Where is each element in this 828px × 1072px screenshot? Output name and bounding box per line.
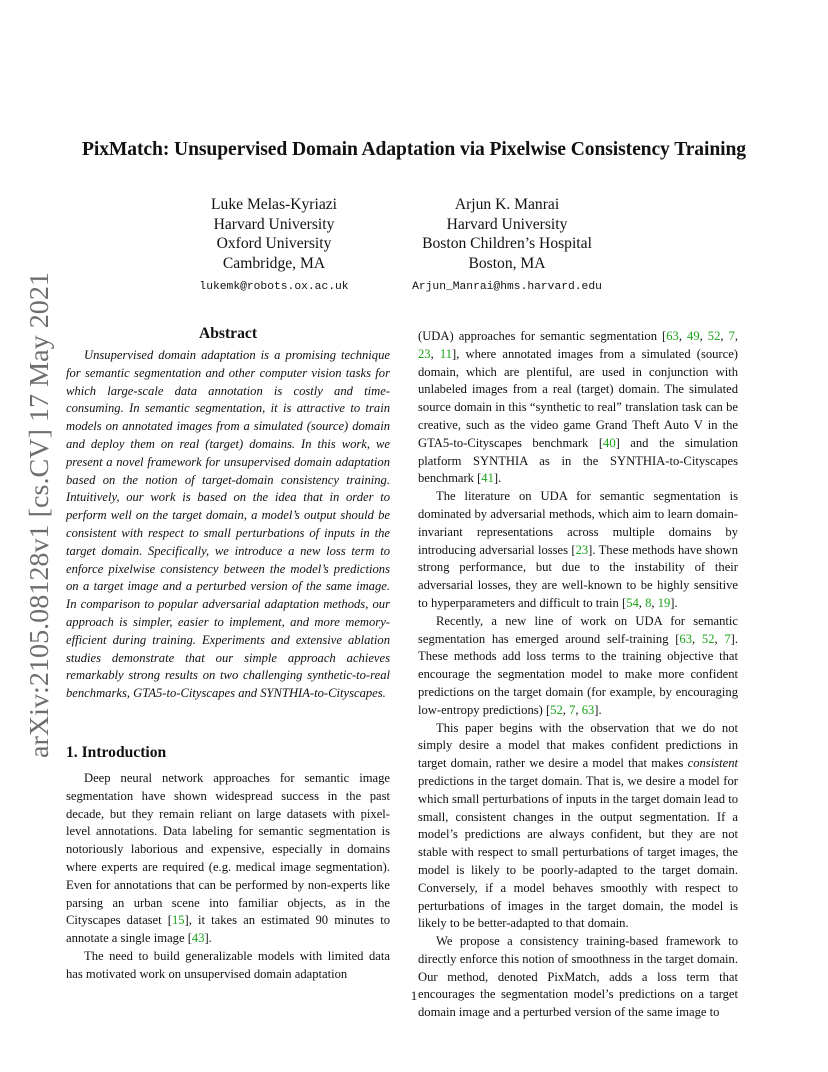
section-heading-introduction: 1. Introduction	[66, 744, 167, 761]
citation-link[interactable]: 15	[171, 913, 185, 928]
abstract-heading: Abstract	[198, 325, 258, 342]
citation-link[interactable]: 41	[481, 471, 494, 486]
author-block-2	[400, 195, 614, 297]
citation-link[interactable]: 7	[569, 702, 576, 717]
paragraph	[418, 720, 738, 934]
emphasis-text: consistent	[687, 756, 738, 771]
introduction-left-column	[66, 770, 390, 984]
text-run: ,	[714, 631, 725, 646]
text-run: ,	[678, 329, 688, 343]
citation-link[interactable]: 63	[666, 329, 679, 343]
text-run: ].	[670, 595, 678, 610]
text-run: Recently, a new line of work on UDA for semantic segmentation has emerged around self-training [	[418, 613, 738, 646]
author-affiliation: Boston, MA	[468, 254, 546, 272]
text-run: ].	[204, 931, 212, 946]
paragraph	[418, 613, 738, 720]
citation-link[interactable]: 23	[575, 542, 589, 557]
citation-link[interactable]: 7	[728, 329, 735, 343]
author-affiliation: Cambridge, MA	[222, 254, 326, 272]
citation-link[interactable]: 52	[701, 631, 715, 646]
text-run: ]. These methods add loss terms to the training objective that encourage the segmentation model to make more confident predictions on the target domain (for example, by encouraging low-entropy predictions) [	[418, 631, 738, 717]
author-affiliation: Boston Children’s Hospital	[422, 235, 592, 253]
paper-title: PixMatch: Unsupervised Domain Adaptation via Pixelwise Consistency Training	[82, 139, 746, 160]
citation-link[interactable]: 63	[679, 631, 693, 646]
text-run: predictions in the target domain. That is, we desire a model for which small perturbations of inputs in the target domain lead to small, consistent changes in the output segmentation. If a model’s predictions are always confident, but they are not stable with respect to small perturbations of target images, the model is likely to be poorly-adapted to the target domain. Conversely, if a model behaves smoothly with respect to perturbations of images in the target domain, the model is likely to be better-adapted to that domain.	[418, 773, 738, 931]
text-run: ], where annotated images from a simulated (source) domain, which are plentiful, are used in conjunction with unlabeled images from a real (target) domain. The simulated source domain in this “synthetic to real” translation task can be creative, such as the video game Grand Theft Auto V in the GTA5-to-Cityscapes benchmark [	[418, 346, 739, 450]
page-number: 1	[410, 988, 418, 1003]
citation-link[interactable]: 63	[581, 702, 595, 717]
abstract-text: Unsupervised domain adaptation is a promising technique for semantic segmentation and other computer vision tasks for which large-scale data annotation is costly and time-consuming. In semantic segmentation, it is attractive to train models on annotated images from a simulated (source) domain and deploy them on real (target) domains. In this work, we present a novel framework for unsupervised domain adaptation based on the notion of target-domain consistency training. Intuitively, our work is based on the idea that in order to perform well on the target domain, a model’s output should be consistent with respect to small perturbations of inputs in the target domain. Specifically, we introduce a new loss term to enforce pixelwise consistency between the model’s predictions on a target image and a perturbed version of the same image. In comparison to popular adversarial adaptation methods, our approach is simpler, easier to implement, and more memory-efficient during training. Experiments and extensive ablation studies demonstrate that our simple approach achieves remarkably strong results on two challenging synthetic-to-real benchmarks, GTA5-to-Cityscapes and SYNTHIA-to-Cityscapes.	[66, 348, 390, 701]
text-run: ] and the simulation platform SYNTHIA as in the SYNTHIA-to-Cityscapes benchmark [	[418, 435, 738, 486]
text-run: ].	[493, 471, 502, 486]
author-name: Arjun K. Manrai	[454, 196, 560, 213]
citation-link[interactable]: 49	[687, 329, 700, 343]
text-run: We propose a consistency training-based framework to directly enforce this notion of smoothness in the target domain. Our method, denoted PixMatch, adds a loss term that encourages the segmentation model’s predictions on a target domain image and a perturbed version of the same image to	[418, 934, 738, 1020]
citation-link[interactable]: 23	[418, 346, 431, 361]
text-run: The literature on UDA for semantic segmentation is dominated by adversarial methods, which aim to learn domain-invariant representations across multiple domains by introducing adversarial losses [	[418, 489, 738, 557]
right-column	[418, 328, 738, 1022]
text-run: Deep neural network approaches for semantic image segmentation have shown widespread success in the past decade, but they remain reliant on large datasets with pixel-level annotations. Data labeling for semantic segmentation is notoriously laborious and expensive, especially in domains where experts are required (e.g. medical image segmentation). Even for annotations that can be performed by non-experts like parsing an urban scene into familiar objects, as in the Cityscapes dataset [	[66, 771, 390, 928]
text-run: ,	[575, 702, 582, 717]
text-run: ,	[430, 346, 440, 361]
text-run: ,	[692, 631, 702, 646]
citation-link[interactable]: 43	[191, 931, 205, 946]
abstract-body	[66, 347, 390, 703]
citation-link[interactable]: 8	[645, 595, 652, 610]
author-affiliation: Harvard University	[213, 215, 335, 233]
paragraph	[66, 770, 390, 948]
text-run: ], it takes an estimated 90 minutes to annotate a single image [	[66, 913, 390, 946]
text-run: ,	[699, 329, 708, 343]
author-email[interactable]: lukemk@robots.ox.ac.uk	[199, 281, 349, 294]
text-run: The need to build generalizable models with limited data has motivated work on unsupervised domain adaptation	[66, 948, 390, 981]
arxiv-stamp-text: arXiv:2105.08128v1 [cs.CV] 17 May 2021	[24, 291, 54, 758]
text-run: ,	[720, 329, 729, 343]
author-affiliation: Oxford University	[216, 235, 332, 253]
author-email[interactable]: Arjun_Manrai@hms.harvard.edu	[412, 281, 602, 294]
citation-link[interactable]: 52	[707, 329, 721, 343]
citation-link[interactable]: 54	[626, 595, 639, 610]
paragraph	[418, 933, 738, 1022]
text-run: ,	[562, 702, 570, 717]
citation-link[interactable]: 40	[603, 435, 616, 450]
paragraph	[418, 488, 738, 613]
text-run: (UDA) approaches for semantic segmentation [	[418, 329, 667, 343]
text-run: ].	[594, 702, 602, 717]
text-run: ,	[651, 595, 658, 610]
author-name: Luke Melas-Kyriazi	[211, 196, 337, 213]
paragraph	[66, 948, 390, 984]
text-run: ,	[638, 595, 646, 610]
author-affiliation: Harvard University	[446, 215, 568, 233]
citation-link[interactable]: 11	[439, 346, 453, 361]
text-run: ]. These methods have shown strong performance, but due to the instability of their adversarial losses, they are well-known to be highly sensitive to hyperparameters and difficult to train [	[418, 542, 739, 610]
citation-link[interactable]: 7	[724, 631, 731, 646]
arxiv-identifier-stamp	[14, 270, 58, 760]
text-run: This paper begins with the observation that we do not simply desire a model that makes confident predictions in target domain, rather we desire a model that makes	[418, 720, 738, 771]
citation-link[interactable]: 19	[657, 595, 671, 610]
text-run: ,	[734, 329, 739, 343]
citation-link[interactable]: 52	[550, 702, 563, 717]
paragraph	[418, 328, 738, 488]
author-block-1	[184, 195, 364, 297]
